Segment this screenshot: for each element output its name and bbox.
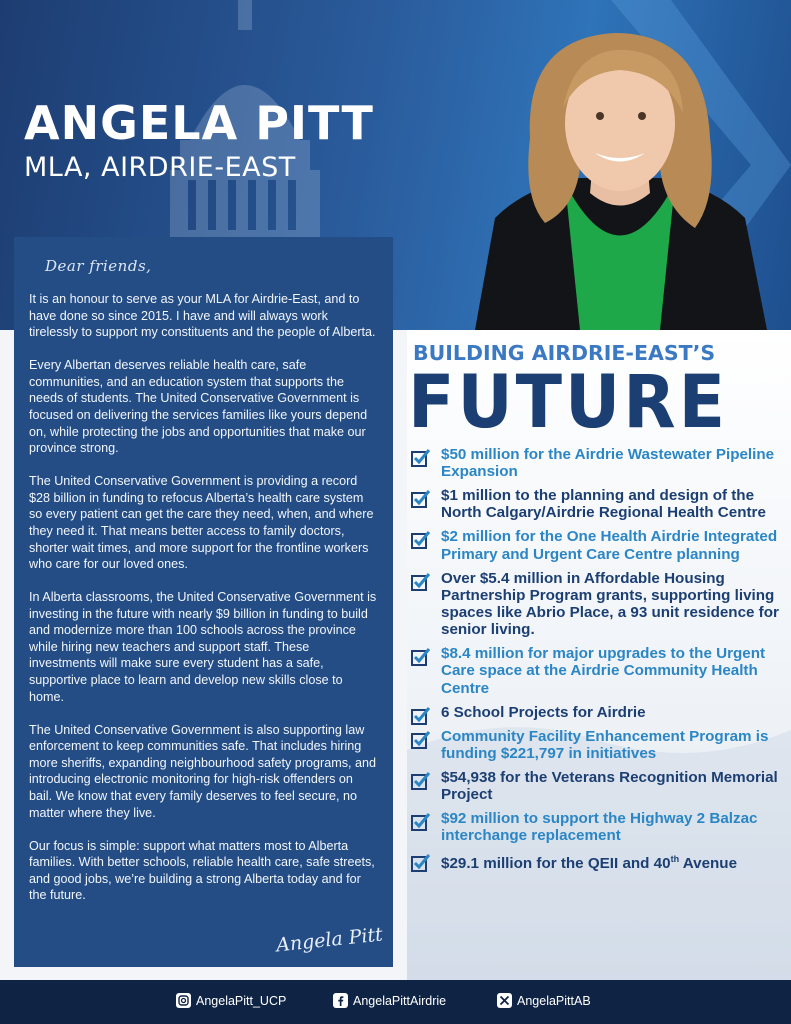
list-item-text: Over $5.4 million in Affordable Housing Partnership Program grants, supporting living spaces like Abrio Place, a 93 unit residence for senior living. <box>441 569 779 639</box>
list-item <box>411 728 783 762</box>
x-icon <box>497 993 512 1008</box>
x-link[interactable] <box>497 993 591 1008</box>
list-item-text: $50 million for the Airdrie Wastewater Pipeline Expansion <box>441 446 775 481</box>
letter-paragraph: The United Conservative Government is providing a record $28 billion in funding to refocus Alberta’s health care system so every patient can get the care they need, when, and where they need it. That means better access to family doctors, shorter wait times, and more support for the frontline workers who care for our loved ones. <box>29 474 374 572</box>
list-item <box>411 645 783 697</box>
checkbox-check-icon <box>411 647 431 667</box>
checkbox-check-icon <box>411 572 431 592</box>
checkbox-check-icon <box>411 730 431 750</box>
facebook-handle: AngelaPittAirdrie <box>353 993 447 1008</box>
x-handle: AngelaPittAB <box>517 993 591 1008</box>
letter-greeting: Dear friends, <box>45 257 152 275</box>
checkbox-check-icon <box>411 812 431 832</box>
instagram-link[interactable] <box>176 993 286 1008</box>
checkbox-check-icon <box>411 853 431 873</box>
footer-bar <box>0 980 791 1024</box>
list-item-text: $1 million to the planning and design of the North Calgary/Airdrie Regional Health Centre <box>441 487 766 522</box>
signature: Angela Pitt <box>275 923 384 957</box>
instagram-icon <box>176 993 191 1008</box>
future-kicker: BUILDING AIRDRIE-EAST’S <box>413 341 716 365</box>
list-item-text: $54,938 for the Veterans Recognition Memorial Project <box>441 768 778 804</box>
letter-paragraph: The United Conservative Government is also supporting law enforcement to keep communities safe. That includes hiring more sheriffs, expanding neighbourhood safety programs, and introducing electronic monitoring for high-risk offenders on bail. We know that every family deserves to feel secure, no matter where they live. <box>29 722 377 820</box>
list-item-text: 6 School Projects for Airdrie <box>441 703 646 721</box>
list-item <box>411 528 783 562</box>
list-item <box>411 769 783 803</box>
letter-panel <box>14 237 393 967</box>
list-item <box>411 487 783 521</box>
list-item <box>411 570 783 639</box>
list-item <box>411 851 783 872</box>
list-item <box>411 810 783 844</box>
checkbox-check-icon <box>411 706 431 726</box>
portrait-photo <box>455 18 785 330</box>
list-item <box>411 704 783 721</box>
list-item-text: $92 million to support the Highway 2 Balzac interchange replacement <box>441 810 758 845</box>
candidate-title: MLA, AIRDRIE-EAST <box>24 152 296 183</box>
letter-paragraph: Every Albertan deserves reliable health care, safe communities, and an education system that supports the needs of students. The United Conservative Government is focused on delivering the services families like yours depend on, while protecting the jobs and opportunities that make our province strong. <box>29 358 368 456</box>
list-item-text-end: Avenue <box>679 855 738 873</box>
letter-paragraph: It is an honour to serve as your MLA for Airdrie-East, and to have done so since 2015. I have and will always work tirelessly to support my constituents and the people of Alberta. <box>29 292 376 340</box>
checkbox-check-icon <box>411 771 431 791</box>
letter-paragraph: Our focus is simple: support what matters most to Alberta families. With better schools, reliable health care, safe streets, and good jobs, we’re building a strong Alberta today and for the future. <box>29 838 375 903</box>
list-item-text-start: $29.1 million for the QEII and 40 <box>441 855 671 873</box>
list-item-text: Community Facility Enhancement Program is funding $221,797 in initiatives <box>441 727 769 762</box>
facebook-icon <box>333 993 348 1008</box>
list-item-text <box>441 851 783 872</box>
future-heading: FUTURE <box>408 360 729 446</box>
checkbox-check-icon <box>411 489 431 509</box>
instagram-handle: AngelaPitt_UCP <box>196 993 287 1008</box>
ordinal-suffix: th <box>670 854 680 865</box>
checkbox-check-icon <box>411 448 431 468</box>
list-item-text: $8.4 million for major upgrades to the Urgent Care space at the Airdrie Community Health Centre <box>441 645 766 697</box>
list-item <box>411 446 783 480</box>
candidate-name: ANGELA PITT <box>24 96 374 150</box>
letter-paragraph: In Alberta classrooms, the United Conservative Government is investing in the future with nearly $9 billion in funding to build and modernize more than 100 schools across the province while hiring new teachers and support staff. These investments will make sure every student has a safe, supportive place to learn and develop new skills close to home. <box>29 590 377 704</box>
checkbox-check-icon <box>411 530 431 550</box>
facebook-link[interactable] <box>333 993 446 1008</box>
accomplishment-list <box>411 446 783 879</box>
list-item-text: $2 million for the One Health Airdrie Integrated Primary and Urgent Care Centre planning <box>441 528 778 563</box>
